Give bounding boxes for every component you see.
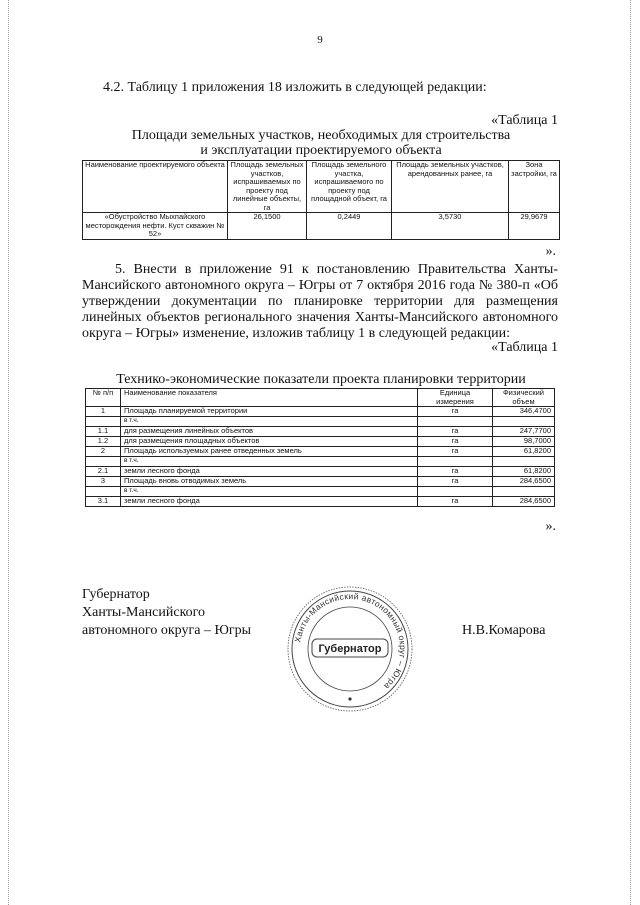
header-build-zone: Зона застройки, га: [509, 161, 560, 213]
row-unit: га: [418, 407, 493, 417]
row-unit: га: [418, 467, 493, 477]
row-num: 3: [86, 477, 121, 487]
row-name: в т.ч.: [121, 457, 418, 467]
row-unit: га: [418, 437, 493, 447]
row-num: 1: [86, 407, 121, 417]
row-name: земли лесного фонда: [121, 497, 418, 507]
seal-ring-text: Ханты-Мансийский автономный округ – Югра: [292, 590, 409, 692]
row-value: 284,6500: [493, 497, 555, 507]
row-name: для размещения линейных объектов: [121, 427, 418, 437]
row-value: [493, 417, 555, 427]
row-name: Площадь используемых ранее отведенных земель: [121, 447, 418, 457]
row-value: 284,6500: [493, 477, 555, 487]
page-number: 9: [317, 34, 323, 46]
row-value: [493, 487, 555, 497]
table1-closing: ».: [545, 244, 556, 259]
table-row: [86, 407, 555, 417]
cell-leased-area: 3,5730: [392, 213, 509, 240]
table-row: [86, 467, 555, 477]
header-unit: Единица измерения: [418, 389, 493, 407]
table1-title-1: Площади земельных участков, необходимых для строительства: [131, 128, 511, 143]
item-4-2: 4.2. Таблицу 1 приложения 18 изложить в следующей редакции:: [103, 80, 487, 95]
signature-name: Н.В.Комарова: [462, 623, 546, 638]
row-value: 61,8200: [493, 447, 555, 457]
row-num: 1.2: [86, 437, 121, 447]
row-unit: [418, 457, 493, 467]
row-unit: [418, 417, 493, 427]
header-object-name: Наименование проектируемого объекта: [83, 161, 228, 213]
table-row: [86, 457, 555, 467]
header-value: Физический объем: [493, 389, 555, 407]
table-row: [86, 487, 555, 497]
row-unit: га: [418, 427, 493, 437]
row-name: в т.ч.: [121, 417, 418, 427]
table-row: [86, 447, 555, 457]
table2-label: «Таблица 1: [491, 340, 558, 355]
cell-object-name: «Обустройство Мыхпайского месторождения нефти. Куст скважин № 52»: [83, 213, 228, 240]
cell-linear-area: 26,1500: [228, 213, 307, 240]
seal-dot: [348, 697, 351, 700]
table-row: [86, 417, 555, 427]
table-row: [83, 213, 560, 240]
row-unit: га: [418, 477, 493, 487]
row-num: 2: [86, 447, 121, 457]
row-num: [86, 457, 121, 467]
row-num: 2.1: [86, 467, 121, 477]
table-header-row: [83, 161, 560, 213]
row-value: [493, 457, 555, 467]
table2-closing: ».: [545, 519, 556, 534]
table-row: [86, 427, 555, 437]
seal-center-text: Губернатор: [318, 643, 382, 655]
row-name: земли лесного фонда: [121, 467, 418, 477]
table-row: [86, 477, 555, 487]
header-name: Наименование показателя: [121, 389, 418, 407]
table2-title: Технико-экономические показатели проекта планировки территории: [116, 372, 526, 387]
table-row: [86, 497, 555, 507]
item-5: [82, 262, 558, 342]
row-num: 3.1: [86, 497, 121, 507]
row-value: 346,4700: [493, 407, 555, 417]
table-row: [86, 437, 555, 447]
header-site-area: Площадь земельного участка, испрашиваемого по проекту под площадной объект, га: [307, 161, 392, 213]
signature-title-2: Ханты-Мансийского: [82, 605, 206, 620]
signature-title-1: Губернатор: [82, 587, 150, 602]
cell-build-zone: 29,9679: [509, 213, 560, 240]
row-num: [86, 417, 121, 427]
cell-site-area: 0,2449: [307, 213, 392, 240]
row-value: 98,7000: [493, 437, 555, 447]
right-edge: [630, 0, 632, 905]
header-leased-area: Площадь земельных участков, арендованных ранее, га: [392, 161, 509, 213]
row-unit: [418, 487, 493, 497]
table-header-row: [86, 389, 555, 407]
header-num: № п/п: [86, 389, 121, 407]
row-name: Площадь планируемой территории: [121, 407, 418, 417]
row-name: для размещения площадных объектов: [121, 437, 418, 447]
table1-label: «Таблица 1: [491, 113, 558, 128]
row-unit: га: [418, 447, 493, 457]
row-num: 1.1: [86, 427, 121, 437]
table1-title-2: и эксплуатации проектируемого объекта: [200, 143, 442, 158]
row-name: Площадь вновь отводимых земель: [121, 477, 418, 487]
left-edge: [8, 0, 10, 905]
row-num: [86, 487, 121, 497]
land-plots-table: [82, 160, 560, 240]
item-5-text: 5. Внести в приложение 91 к постановлению Правительства Ханты-Мансийского автономного округа – Югры от 7 октября 2016 года № 380-п «Об утверждении документации по планировке территории для размещения линейных объектов регионального значения Ханты-Мансийского автономного округа – Югры» изменение, изложив таблицу 1 в следующей редакции:: [82, 262, 558, 341]
official-seal: [286, 585, 414, 713]
row-value: 247,7700: [493, 427, 555, 437]
technical-indicators-table: [85, 388, 555, 507]
row-unit: га: [418, 497, 493, 507]
signature-title-3: автономного округа – Югры: [82, 623, 251, 638]
header-linear-area: Площадь земельных участков, испрашиваемых по проекту под линейные объекты, га: [228, 161, 307, 213]
row-value: 61,8200: [493, 467, 555, 477]
row-name: в т.ч.: [121, 487, 418, 497]
